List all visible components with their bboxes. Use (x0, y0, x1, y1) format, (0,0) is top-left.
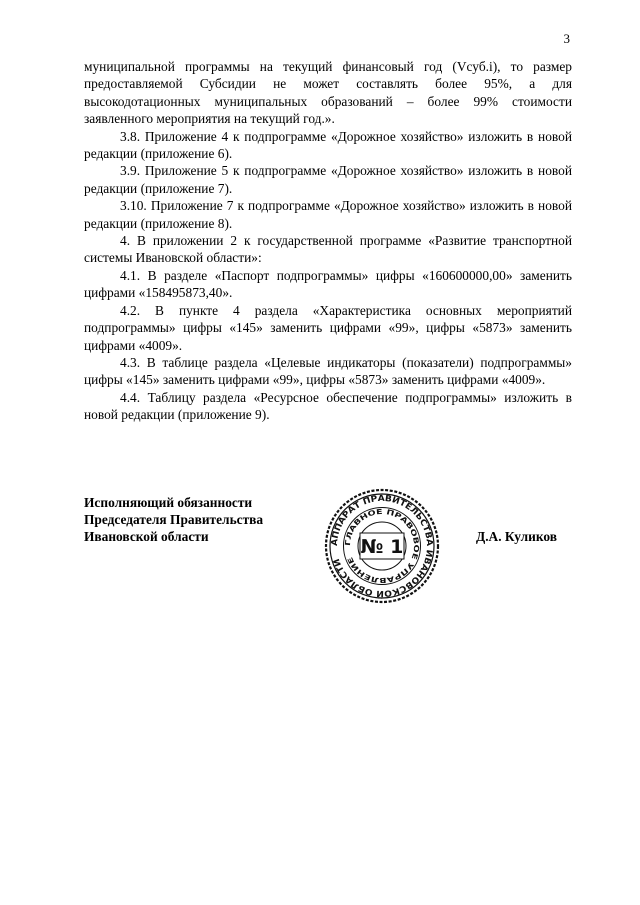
paragraph-4: 4. В приложении 2 к государственной программе «Развитие транспортной системы Ивановской области»: (84, 233, 572, 266)
signature-position-line: Ивановской области (84, 529, 209, 544)
paragraph-3-10: 3.10. Приложение 7 к подпрограмме «Дорожное хозяйство» изложить в новой редакции (приложение 8). (84, 198, 572, 231)
paragraph-4-1: 4.1. В разделе «Паспорт подпрограммы» цифры «160600000,00» заменить цифрами «158495873,40». (84, 267, 572, 301)
signer-name: Д.А. Куликов (476, 529, 558, 544)
paragraph-continuation: муниципальной программы на текущий финансовый год (Vсуб.i), то размер предоставляемой Субсидии не может составлять более 95%, а для высокодотационных муниципальных образований – более 99% стоимости заявленного мероприятия на текущий год.». (84, 59, 572, 127)
paragraph-3-8: 3.8. Приложение 4 к подпрограмме «Дорожное хозяйство» изложить в новой редакции (приложение 6). (84, 128, 572, 162)
seal-number: № 1 (360, 536, 404, 558)
paragraph-4-3: 4.3. В таблице раздела «Целевые индикаторы (показатели) подпрограммы» цифры «145» заменить цифрами «99», цифры «5873» заменить цифрами «4009». (84, 354, 572, 388)
seal-outer-text: АППАРАТ ПРАВИТЕЛЬСТВА ИВАНОВСКОЙ ОБЛАСТИ (328, 492, 436, 600)
signature-position-line: Председателя Правительства (84, 512, 264, 527)
page-number: 3 (563, 31, 570, 46)
official-seal (322, 486, 442, 606)
signature-position (84, 494, 263, 545)
seal-inner-text: ГЛАВНОЕ ПРАВОВОЕ УПРАВЛЕНИЕ (343, 507, 421, 585)
signature-position-line: Исполняющий обязанности (84, 495, 253, 510)
paragraph-3-9: 3.9. Приложение 5 к подпрограмме «Дорожное хозяйство» изложить в новой редакции (приложение 7). (84, 163, 572, 196)
paragraph-4-2: 4.2. В пункте 4 раздела «Характеристика основных мероприятий подпрограммы» цифры «145» заменить цифрами «99», цифры «5873» заменить цифрами «4009». (84, 302, 572, 353)
paragraph-4-4: 4.4. Таблицу раздела «Ресурсное обеспечение подпрограммы» изложить в новой редакции (приложение 9). (84, 389, 572, 423)
document-body (84, 58, 572, 424)
